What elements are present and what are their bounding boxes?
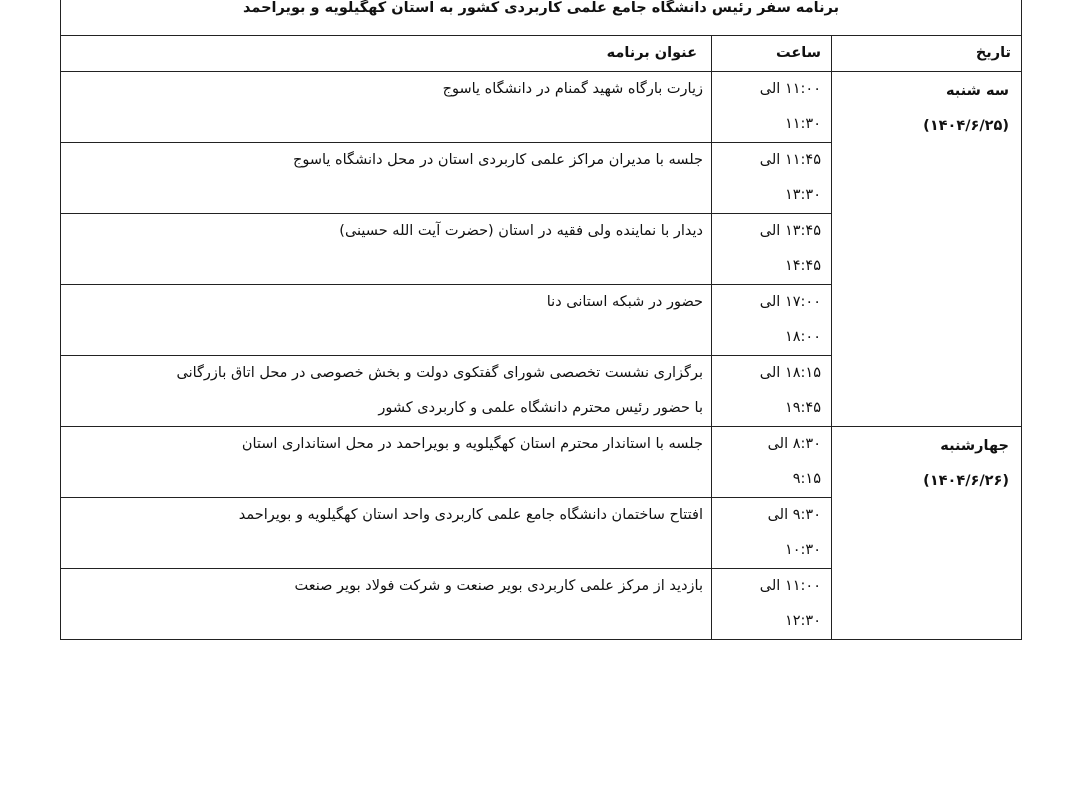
time-from: ۱۱:۴۵ الی: [759, 152, 821, 168]
title-line: زیارت بارگاه شهید گمنام در دانشگاه یاسوج: [442, 81, 703, 97]
day-name: سه شنبه: [946, 83, 1009, 99]
title-line: جلسه با مدیران مراکز علمی کاربردی استان در محل دانشگاه یاسوج: [292, 152, 703, 168]
title-cell: [61, 569, 712, 640]
day-date: (۱۴۰۴/۶/۲۵): [923, 118, 1009, 134]
time-to: ۱۴:۴۵: [784, 258, 821, 274]
time-from: ۹:۳۰ الی: [767, 507, 821, 523]
time-cell: [712, 143, 832, 214]
title-cell: [61, 143, 712, 214]
title-cell: [61, 72, 712, 143]
title-line: افتتاح ساختمان دانشگاه جامع علمی کاربردی واحد استان کهگیلویه و بویراحمد: [238, 507, 703, 523]
time-from: ۱۳:۴۵ الی: [759, 223, 821, 239]
table-row: [61, 427, 1022, 498]
title-cell: [61, 427, 712, 498]
time-to: ۹:۱۵: [792, 471, 821, 487]
title-line: دیدار با نماینده ولی فقیه در استان (حضرت آیت الله حسینی): [339, 223, 703, 239]
table-heading-row: [61, 0, 1022, 36]
day-name: جهارشنبه: [940, 438, 1009, 454]
time-to: ۱۳:۳۰: [784, 187, 821, 203]
table-heading: [61, 0, 1022, 36]
day-cell-wednesday: [832, 427, 1022, 640]
header-date: تاریخ: [832, 36, 1022, 72]
title-cell: [61, 356, 712, 427]
time-to: ۱۲:۳۰: [784, 613, 821, 629]
time-cell: [712, 214, 832, 285]
time-from: ۱۷:۰۰ الی: [759, 294, 821, 310]
time-from: ۱۸:۱۵ الی: [759, 365, 821, 381]
time-cell: [712, 498, 832, 569]
table-row: [61, 72, 1022, 143]
time-cell: [712, 285, 832, 356]
title-line: بازدید از مرکز علمی کاربردی بویر صنعت و شرکت فولاد بویر صنعت: [294, 578, 703, 594]
header-time: ساعت: [712, 36, 832, 72]
title-cell: [61, 285, 712, 356]
title-line: حضور در شبکه استانی دنا: [546, 294, 703, 310]
time-from: ۱۱:۰۰ الی: [759, 81, 821, 97]
header-title: عنوان برنامه: [61, 36, 712, 72]
time-to: ۱۹:۴۵: [784, 400, 821, 416]
time-from: ۸:۳۰ الی: [767, 436, 821, 452]
table-heading-text: برنامه سفر رئیس دانشگاه جامع علمی کاربردی کشور به استان کهگیلویه و بویراحمد: [242, 0, 840, 16]
day-date: (۱۴۰۴/۶/۲۶): [923, 473, 1009, 489]
title-cell: [61, 214, 712, 285]
title-cell: [61, 498, 712, 569]
title-line: جلسه با استاندار محترم استان کهگیلویه و بویراحمد در محل استانداری استان: [241, 436, 703, 452]
title-line: برگزاری نشست تخصصی شورای گفتکوی دولت و بخش خصوصی در محل اتاق بازرگانی: [176, 365, 703, 381]
time-cell: [712, 569, 832, 640]
day-cell-tuesday: [832, 72, 1022, 427]
time-to: ۱۸:۰۰: [784, 329, 821, 345]
time-from: ۱۱:۰۰ الی: [759, 578, 821, 594]
time-cell: [712, 427, 832, 498]
time-to: ۱۰:۳۰: [784, 542, 821, 558]
time-cell: [712, 72, 832, 143]
time-to: ۱۱:۳۰: [784, 116, 821, 132]
title-line: با حضور رئیس محترم دانشگاه علمی و کاربردی کشور: [378, 400, 703, 416]
table-header-row: [61, 36, 1022, 72]
schedule-table: [60, 0, 1022, 640]
time-cell: [712, 356, 832, 427]
